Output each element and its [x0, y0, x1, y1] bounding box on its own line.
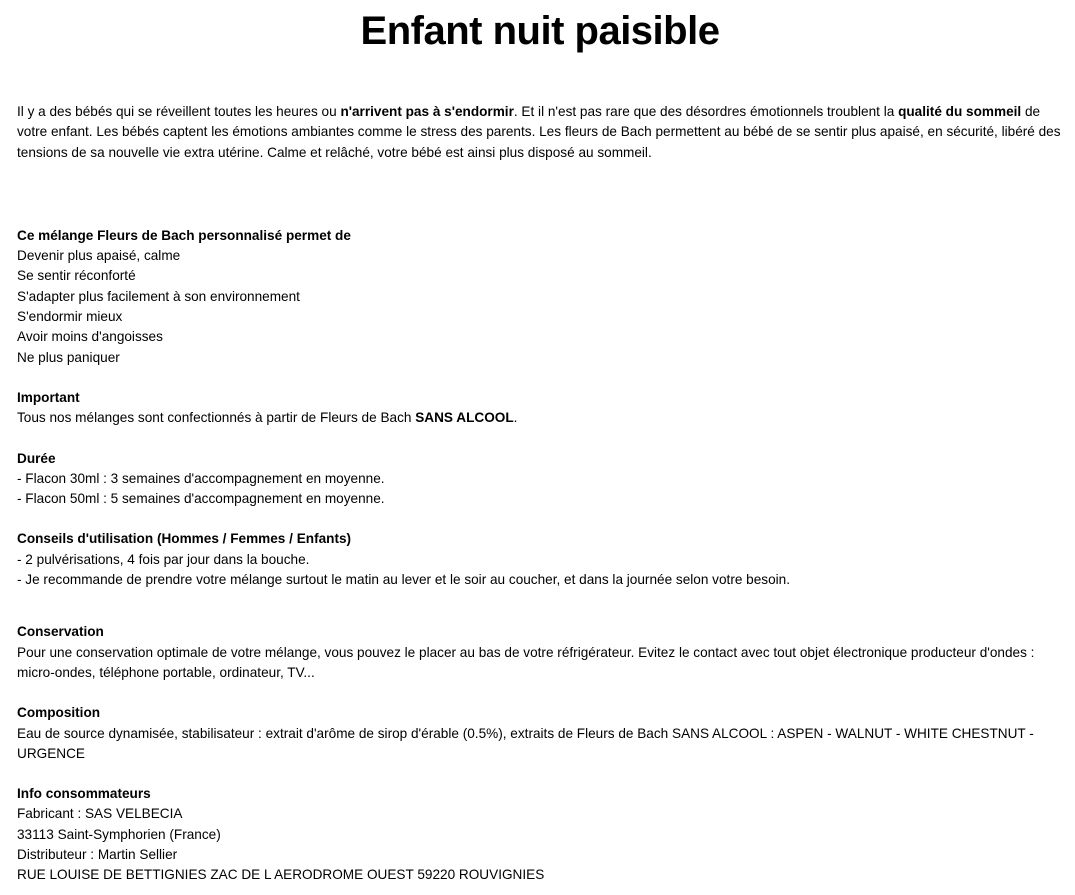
conseils-item: - 2 pulvérisations, 4 fois par jour dans la bouche. — [17, 551, 310, 567]
info-section — [17, 784, 1063, 885]
info-item: Distributeur : Martin Sellier — [17, 847, 178, 863]
important-heading: Important — [17, 389, 80, 405]
benefit-item: S'endormir mieux — [17, 309, 123, 325]
benefit-item: Ne plus paniquer — [17, 349, 120, 365]
conservation-text: Pour une conservation optimale de votre mélange, vous pouvez le placer au bas de votre réfrigérateur. Evitez le contact avec tout objet électronique producteur d'ondes : micro-ondes, téléphone portable, ordinateur, TV... — [17, 644, 1035, 680]
duree-item: - Flacon 50ml : 5 semaines d'accompagnement en moyenne. — [17, 491, 385, 507]
benefit-item: Se sentir réconforté — [17, 268, 136, 284]
composition-heading: Composition — [17, 705, 101, 721]
important-text-bold: SANS ALCOOL — [415, 410, 514, 426]
intro-text-2: . Et il n'est pas rare que des désordres émotionnels troublent la — [513, 104, 899, 119]
benefits-heading: Ce mélange Fleurs de Bach personnalisé permet de — [17, 227, 351, 243]
conseils-section — [17, 529, 1063, 590]
info-item: Fabricant : SAS VELBECIA — [17, 806, 183, 822]
info-heading: Info consommateurs — [17, 786, 151, 802]
intro-text-1: Il y a des bébés qui se réveillent toutes les heures ou — [17, 104, 341, 119]
important-text — [17, 408, 1063, 428]
benefit-item: S'adapter plus facilement à son environnement — [17, 288, 300, 304]
intro-text-3: de votre enfant. Les bébés captent les émotions ambiantes comme le stress des parents. Les fleurs de Bach permettent au bébé de se sentir plus apaisé, en sécurité, libéré des tensions de sa nouvelle vie extra utérine. Calme et relâché, votre bébé est ainsi plus disposé au sommeil. — [17, 104, 1061, 160]
important-text-end: . — [513, 410, 518, 426]
benefit-item: Devenir plus apaisé, calme — [17, 248, 181, 264]
info-item: 33113 Saint-Symphorien (France) — [17, 826, 221, 842]
intro-bold-2: qualité du sommeil — [898, 104, 1022, 119]
page-title: Enfant nuit paisible — [360, 9, 720, 53]
benefit-item: Avoir moins d'angoisses — [17, 329, 163, 345]
conservation-section — [17, 622, 1063, 683]
intro-bold-1: n'arrivent pas à s'endormir — [340, 104, 514, 119]
important-text-body: Tous nos mélanges sont confectionnés à partir de Fleurs de Bach — [17, 410, 416, 426]
conseils-heading: Conseils d'utilisation (Hommes / Femmes / Enfants) — [17, 531, 352, 547]
duree-section — [17, 449, 1063, 510]
conservation-heading: Conservation — [17, 624, 104, 640]
benefits-section — [17, 226, 1063, 368]
duree-heading: Durée — [17, 450, 56, 466]
intro-paragraph — [17, 102, 1063, 163]
important-section — [17, 388, 1063, 429]
info-item: RUE LOUISE DE BETTIGNIES ZAC DE L AERODROME OUEST 59220 ROUVIGNIES — [17, 867, 545, 883]
duree-item: - Flacon 30ml : 3 semaines d'accompagnement en moyenne. — [17, 470, 385, 486]
composition-section — [17, 703, 1063, 764]
composition-text: Eau de source dynamisée, stabilisateur : extrait d'arôme de sirop d'érable (0.5%), extraits de Fleurs de Bach SANS ALCOOL : ASPEN - WALNUT - WHITE CHESTNUT - URGENCE — [17, 725, 1034, 761]
conseils-item: - Je recommande de prendre votre mélange surtout le matin au lever et le soir au coucher, et dans la journée selon votre besoin. — [17, 572, 791, 588]
